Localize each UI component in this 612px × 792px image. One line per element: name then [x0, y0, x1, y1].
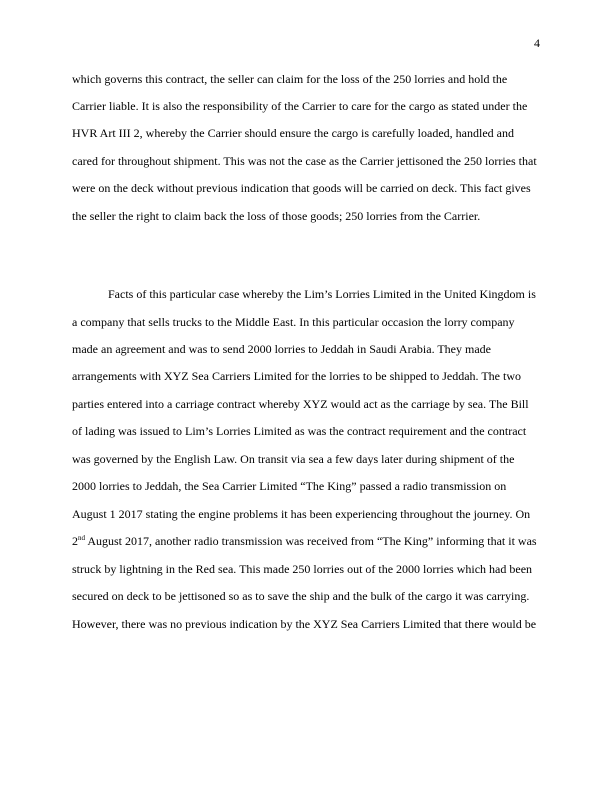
- paragraph-line: parties entered into a carriage contract whereby XYZ would act as the carriage by sea. The Bill: [72, 397, 529, 411]
- paragraph-line: a company that sells trucks to the Middle East. In this particular occasion the lorry company: [72, 315, 515, 329]
- paragraph-line: arrangements with XYZ Sea Carriers Limited for the lorries to be shipped to Jeddah. The two: [72, 369, 521, 383]
- paragraph-line: which governs this contract, the seller can claim for the loss of the 250 lorries and hold the: [72, 72, 508, 86]
- paragraph-line: Carrier liable. It is also the responsibility of the Carrier to care for the cargo as stated under the: [72, 99, 528, 113]
- paragraph-line: HVR Art III 2, whereby the Carrier should ensure the cargo is carefully loaded, handled and: [72, 126, 514, 140]
- ordinal-suffix: nd: [78, 534, 85, 542]
- paragraph-line: was governed by the English Law. On transit via sea a few days later during shipment of the: [72, 452, 515, 466]
- paragraph-line: the seller the right to claim back the loss of those goods; 250 lorries from the Carrier.: [72, 209, 481, 223]
- paragraph-line: were on the deck without previous indication that goods will be carried on deck. This fact gives: [72, 181, 531, 195]
- paragraph-line: of lading was issued to Lim’s Lorries Limited as was the contract requirement and the contract: [72, 424, 527, 438]
- paragraph-line: secured on deck to be jettisoned so as to save the ship and the bulk of the cargo it was carrying.: [72, 589, 530, 603]
- paragraph-line: Facts of this particular case whereby the Lim’s Lorries Limited in the United Kingdom is: [108, 287, 536, 301]
- paragraph-line: However, there was no previous indication by the XYZ Sea Carriers Limited that there would be: [72, 617, 537, 631]
- line-text: August 2017, another radio transmission was received from “The King” informing that it was: [85, 534, 537, 548]
- paragraph-line: [72, 534, 537, 548]
- paragraph-line: August 1 2017 stating the engine problems it has been experiencing throughout the journey. On: [72, 507, 531, 521]
- paragraph-line: made an agreement and was to send 2000 lorries to Jeddah in Saudi Arabia. They made: [72, 342, 491, 356]
- page-number: 4: [534, 36, 540, 50]
- paragraph-line: cared for throughout shipment. This was not the case as the Carrier jettisoned the 250 lorries that: [72, 154, 537, 168]
- paragraph-line: 2000 lorries to Jeddah, the Sea Carrier Limited “The King” passed a radio transmission on: [72, 479, 507, 493]
- paragraph-line: struck by lightning in the Red sea. This made 250 lorries out of the 2000 lorries which had been: [72, 562, 533, 576]
- ordinal-number: 2: [72, 534, 78, 548]
